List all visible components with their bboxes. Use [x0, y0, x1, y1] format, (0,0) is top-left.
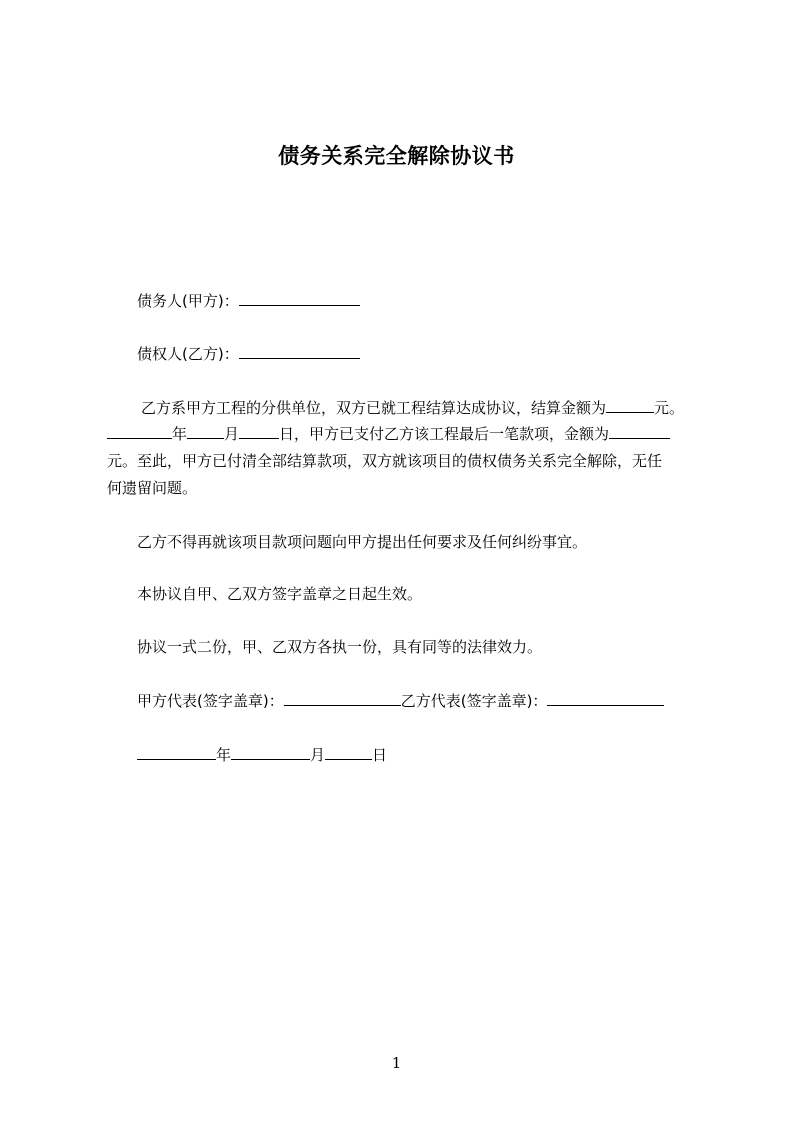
party-b-signature-blank[interactable]	[547, 691, 664, 706]
party-a-signature-blank[interactable]	[284, 691, 401, 706]
settlement-amount-blank[interactable]	[606, 398, 654, 413]
payment-year-label: 年	[172, 425, 188, 443]
paragraph-4: 协议一式二份，甲、乙双方各执一份，具有同等的法律效力。	[137, 638, 543, 656]
page-number: 1	[391, 1054, 402, 1072]
signing-year-blank[interactable]	[137, 745, 216, 760]
settlement-text: 乙方系甲方工程的分供单位，双方已就工程结算达成协议，结算金额为	[141, 399, 607, 417]
party-a-signature-label: 甲方代表(签字盖章)：	[137, 692, 284, 710]
creditor-blank[interactable]	[239, 344, 360, 359]
paragraph-2: 乙方不得再就该项目款项问题向甲方提出任何要求及任何纠纷事宜。	[137, 533, 588, 551]
paragraph-1-line-4: 何遗留问题。	[107, 479, 198, 497]
paragraph-1-line-2	[107, 424, 670, 444]
party-b-signature-label: 乙方代表(签字盖章)：	[400, 692, 548, 710]
signing-year-label: 年	[216, 746, 232, 764]
debtor-blank[interactable]	[239, 291, 360, 306]
settlement-unit: 元。	[654, 399, 685, 417]
signing-month-blank[interactable]	[231, 745, 310, 760]
signing-month-label: 月	[310, 746, 326, 764]
debtor-line	[137, 291, 360, 311]
document-title: 债务关系完全解除协议书	[278, 144, 515, 168]
payment-day-blank[interactable]	[239, 424, 279, 439]
payment-month-label: 月	[224, 425, 240, 443]
debtor-label: 债务人(甲方)：	[137, 292, 239, 310]
paragraph-1-line-1	[141, 398, 684, 418]
signing-date-line	[137, 745, 387, 765]
final-payment-amount-blank[interactable]	[609, 424, 670, 439]
payment-year-blank[interactable]	[107, 424, 172, 439]
signing-day-blank[interactable]	[325, 745, 372, 760]
payment-text: 日，甲方已支付乙方该工程最后一笔款项，金额为	[279, 425, 610, 443]
creditor-label: 债权人(乙方)：	[137, 345, 239, 363]
creditor-line	[137, 344, 360, 364]
signature-line	[137, 691, 664, 711]
paragraph-1-line-3: 元。至此，甲方已付清全部结算款项，双方就该项目的债权债务关系完全解除，无任	[107, 452, 663, 470]
paragraph-3: 本协议自甲、乙双方签字盖章之日起生效。	[137, 585, 423, 603]
signing-day-label: 日	[372, 746, 388, 764]
payment-month-blank[interactable]	[187, 424, 224, 439]
